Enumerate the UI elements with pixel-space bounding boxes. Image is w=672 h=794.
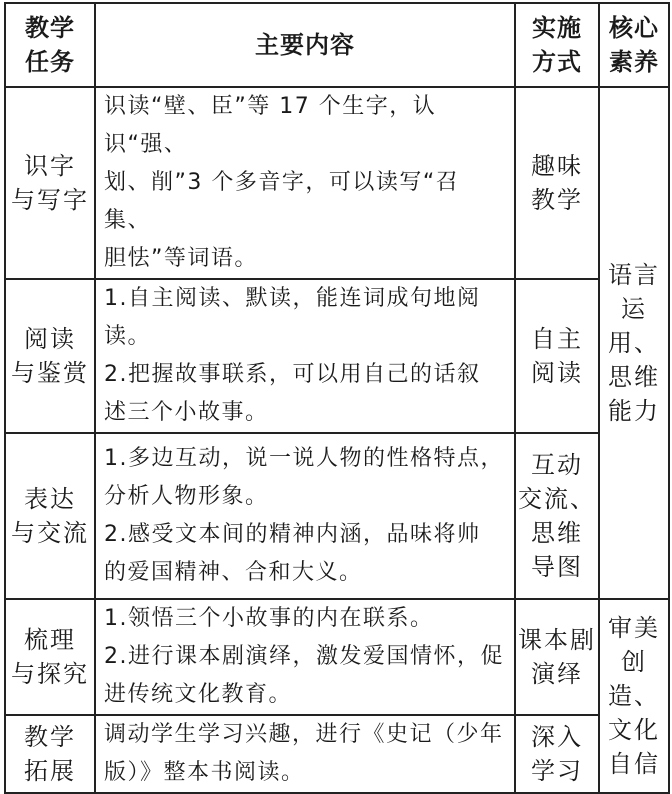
literacy-cell-language: 语言 运用、 思维 能力 <box>599 87 669 599</box>
task-cell: 梳理 与探究 <box>5 599 95 715</box>
table-row <box>5 433 669 599</box>
table-row <box>5 279 669 433</box>
task-cell: 教学 拓展 <box>5 715 95 793</box>
content-cell: 1.自主阅读、默读，能连词成句地阅读。 2.把握故事联系，可以用自己的话叙 述三个小故事。 <box>95 279 515 433</box>
header-method: 实施 方式 <box>515 3 599 87</box>
header-content: 主要内容 <box>95 3 515 87</box>
task-cell: 识字 与写字 <box>5 87 95 279</box>
teaching-plan-table <box>4 2 670 794</box>
literacy-cell-aesthetic: 审美 创造、 文化 自信 <box>599 599 669 793</box>
method-cell: 课本剧 演绎 <box>515 599 599 715</box>
content-cell: 1.领悟三个小故事的内在联系。 2.进行课本剧演绎，激发爱国情怀，促 进传统文化教育。 <box>95 599 515 715</box>
header-literacy: 核心 素养 <box>599 3 669 87</box>
header-row <box>5 3 669 87</box>
content-cell: 识读“壁、臣”等 17 个生字，认识“强、 划、削”3 个多音字，可以读写“召集、 胆怯”等词语。 <box>95 87 515 279</box>
method-cell: 趣味 教学 <box>515 87 599 279</box>
table-row <box>5 599 669 715</box>
table-row <box>5 87 669 279</box>
method-cell: 深入 学习 <box>515 715 599 793</box>
content-cell: 调动学生学习兴趣，进行《史记（少年 版）》整本书阅读。 <box>95 715 515 793</box>
method-cell: 互动 交流、 思维 导图 <box>515 433 599 599</box>
header-task: 教学 任务 <box>5 3 95 87</box>
task-cell: 阅读 与鉴赏 <box>5 279 95 433</box>
content-cell: 1.多边互动，说一说人物的性格特点， 分析人物形象。 2.感受文本间的精神内涵，品味将帅 的爱国精神、合和大义。 <box>95 433 515 599</box>
table-row <box>5 715 669 793</box>
task-cell: 表达 与交流 <box>5 433 95 599</box>
method-cell: 自主 阅读 <box>515 279 599 433</box>
